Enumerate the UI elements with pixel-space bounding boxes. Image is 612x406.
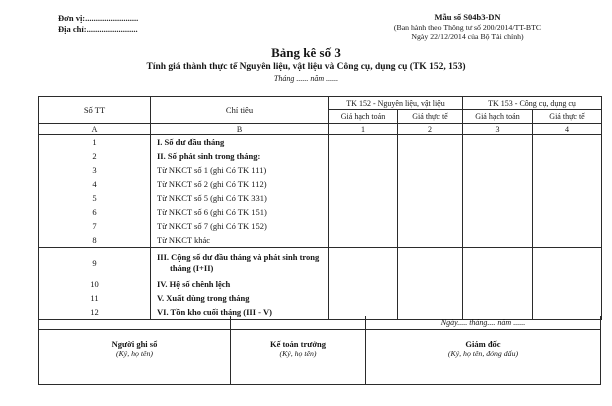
- row-stt: 11: [39, 291, 151, 305]
- value-cell: [329, 205, 398, 219]
- header-tk152-thucte: Giá thực tế: [398, 110, 463, 124]
- header-tk152-hachtoan: Giá hạch toán: [329, 110, 398, 124]
- row-label: Từ NKCT số 2 (ghi Có TK 112): [151, 177, 329, 191]
- signature-note: (Ký, họ tên): [279, 349, 317, 358]
- value-cell: [329, 291, 398, 305]
- value-cell: [463, 219, 533, 233]
- signature-nguoi-ghi-so: [39, 330, 231, 384]
- org-block: [58, 13, 138, 35]
- value-cell: [533, 149, 602, 163]
- row-label: V. Xuất dùng trong tháng: [151, 291, 329, 305]
- unit-label: Đơn vị:.........................: [58, 13, 139, 23]
- row-label: Từ NKCT số 6 (ghi Có TK 151): [151, 205, 329, 219]
- header-stt: Số TT: [39, 97, 151, 124]
- table-row: [39, 248, 602, 278]
- row-stt: 4: [39, 177, 151, 191]
- value-cell: [398, 163, 463, 177]
- form-number-block: [330, 13, 605, 42]
- row-stt: 10: [39, 277, 151, 291]
- signature-title: Người ghi sổ: [111, 339, 158, 349]
- index-1: 1: [329, 124, 398, 135]
- signature-title: Giám đốc: [465, 339, 501, 349]
- value-cell: [533, 248, 602, 278]
- index-a: A: [39, 124, 151, 135]
- main-table-wrap: [38, 96, 602, 320]
- table-row: [39, 163, 602, 177]
- row-stt: 2: [39, 149, 151, 163]
- date-row-empty-cell: [39, 316, 231, 329]
- header-chitieu: Chỉ tiêu: [151, 97, 329, 124]
- row-label: I. Số dư đầu tháng: [151, 135, 329, 150]
- value-cell: [329, 191, 398, 205]
- table-row: [39, 149, 602, 163]
- table-row: [39, 277, 602, 291]
- index-3: 3: [463, 124, 533, 135]
- index-b: B: [151, 124, 329, 135]
- signature-note: (Ký, họ tên): [115, 349, 154, 358]
- value-cell: [463, 191, 533, 205]
- value-cell: [329, 233, 398, 248]
- value-cell: [533, 291, 602, 305]
- page-subtitle: Tính giá thành thực tế Nguyên liệu, vật liệu và Công cụ, dụng cụ (TK 152, 153): [146, 62, 466, 72]
- value-cell: [398, 135, 463, 150]
- row-stt: 8: [39, 233, 151, 248]
- value-cell: [533, 135, 602, 150]
- period-line: Tháng ...... năm ......: [273, 74, 339, 83]
- signature-row: [39, 330, 600, 384]
- row-label: IV. Hệ số chênh lệch: [151, 277, 329, 291]
- value-cell: [329, 177, 398, 191]
- value-cell: [533, 233, 602, 248]
- value-cell: [398, 291, 463, 305]
- value-cell: [463, 149, 533, 163]
- table-row: [39, 177, 602, 191]
- row-stt: 3: [39, 163, 151, 177]
- value-cell: [398, 248, 463, 278]
- value-cell: [463, 248, 533, 278]
- main-table: [38, 96, 602, 320]
- value-cell: [533, 163, 602, 177]
- index-4: 4: [533, 124, 602, 135]
- row-stt: 6: [39, 205, 151, 219]
- table-row: [39, 191, 602, 205]
- row-label: VI. Tồn kho cuối tháng (III - V): [151, 305, 329, 320]
- value-cell: [533, 177, 602, 191]
- value-cell: [398, 149, 463, 163]
- row-label: II. Số phát sinh trong tháng:: [151, 149, 329, 163]
- header-tk153-thucte: Giá thực tế: [533, 110, 602, 124]
- table-row: [39, 291, 602, 305]
- value-cell: [463, 177, 533, 191]
- form-number: Mẫu số S04b3-DN: [434, 12, 501, 22]
- row-label: Từ NKCT khác: [151, 233, 329, 248]
- form-issued-line2: Ngày 22/12/2014 của Bộ Tài chính): [411, 32, 524, 41]
- value-cell: [533, 219, 602, 233]
- value-cell: [398, 233, 463, 248]
- value-cell: [463, 135, 533, 150]
- row-label: Từ NKCT số 7 (ghi Có TK 152): [151, 219, 329, 233]
- date-line: Ngày..... tháng.... năm ......: [440, 318, 526, 327]
- signature-title: Kế toán trưởng: [269, 339, 327, 349]
- value-cell: [463, 233, 533, 248]
- value-cell: [398, 219, 463, 233]
- value-cell: [398, 177, 463, 191]
- table-row: [39, 135, 602, 150]
- signature-giam-doc: [366, 330, 600, 384]
- signature-ke-toan-truong: [231, 330, 366, 384]
- title-block: [0, 46, 612, 84]
- signature-section: [38, 316, 601, 385]
- row-stt: 5: [39, 191, 151, 205]
- index-2: 2: [398, 124, 463, 135]
- row-stt: 1: [39, 135, 151, 150]
- address-label: Địa chỉ:........................: [58, 24, 138, 34]
- value-cell: [329, 149, 398, 163]
- header-tk153-hachtoan: Giá hạch toán: [463, 110, 533, 124]
- row-stt: 12: [39, 305, 151, 320]
- value-cell: [533, 277, 602, 291]
- date-row-empty-cell: [231, 316, 366, 329]
- value-cell: [463, 205, 533, 219]
- page-title: Bảng kê số 3: [271, 45, 341, 60]
- header-group-tk152: TK 152 - Nguyên liệu, vật liệu: [329, 97, 463, 110]
- value-cell: [398, 277, 463, 291]
- header-group-tk153: TK 153 - Công cụ, dụng cụ: [463, 97, 602, 110]
- table-row: [39, 233, 602, 248]
- value-cell: [329, 248, 398, 278]
- value-cell: [329, 163, 398, 177]
- table-row: [39, 219, 602, 233]
- row-label: Từ NKCT số 1 (ghi Có TK 111): [151, 163, 329, 177]
- value-cell: [329, 219, 398, 233]
- row-stt: 9: [39, 248, 151, 278]
- value-cell: [463, 163, 533, 177]
- row-label: III. Cộng số dư đầu tháng và phát sinh trong tháng (I+II): [151, 248, 329, 278]
- value-cell: [533, 205, 602, 219]
- value-cell: [329, 135, 398, 150]
- value-cell: [463, 291, 533, 305]
- value-cell: [533, 191, 602, 205]
- date-row: [39, 316, 600, 330]
- signature-note: (Ký, họ tên, đóng dấu): [447, 349, 519, 358]
- value-cell: [329, 277, 398, 291]
- row-stt: 7: [39, 219, 151, 233]
- table-row: [39, 205, 602, 219]
- form-issued-line1: (Ban hành theo Thông tư số 200/2014/TT-BTC: [393, 22, 542, 32]
- row-label: Từ NKCT số 5 (ghi Có TK 331): [151, 191, 329, 205]
- value-cell: [398, 191, 463, 205]
- value-cell: [398, 205, 463, 219]
- value-cell: [463, 277, 533, 291]
